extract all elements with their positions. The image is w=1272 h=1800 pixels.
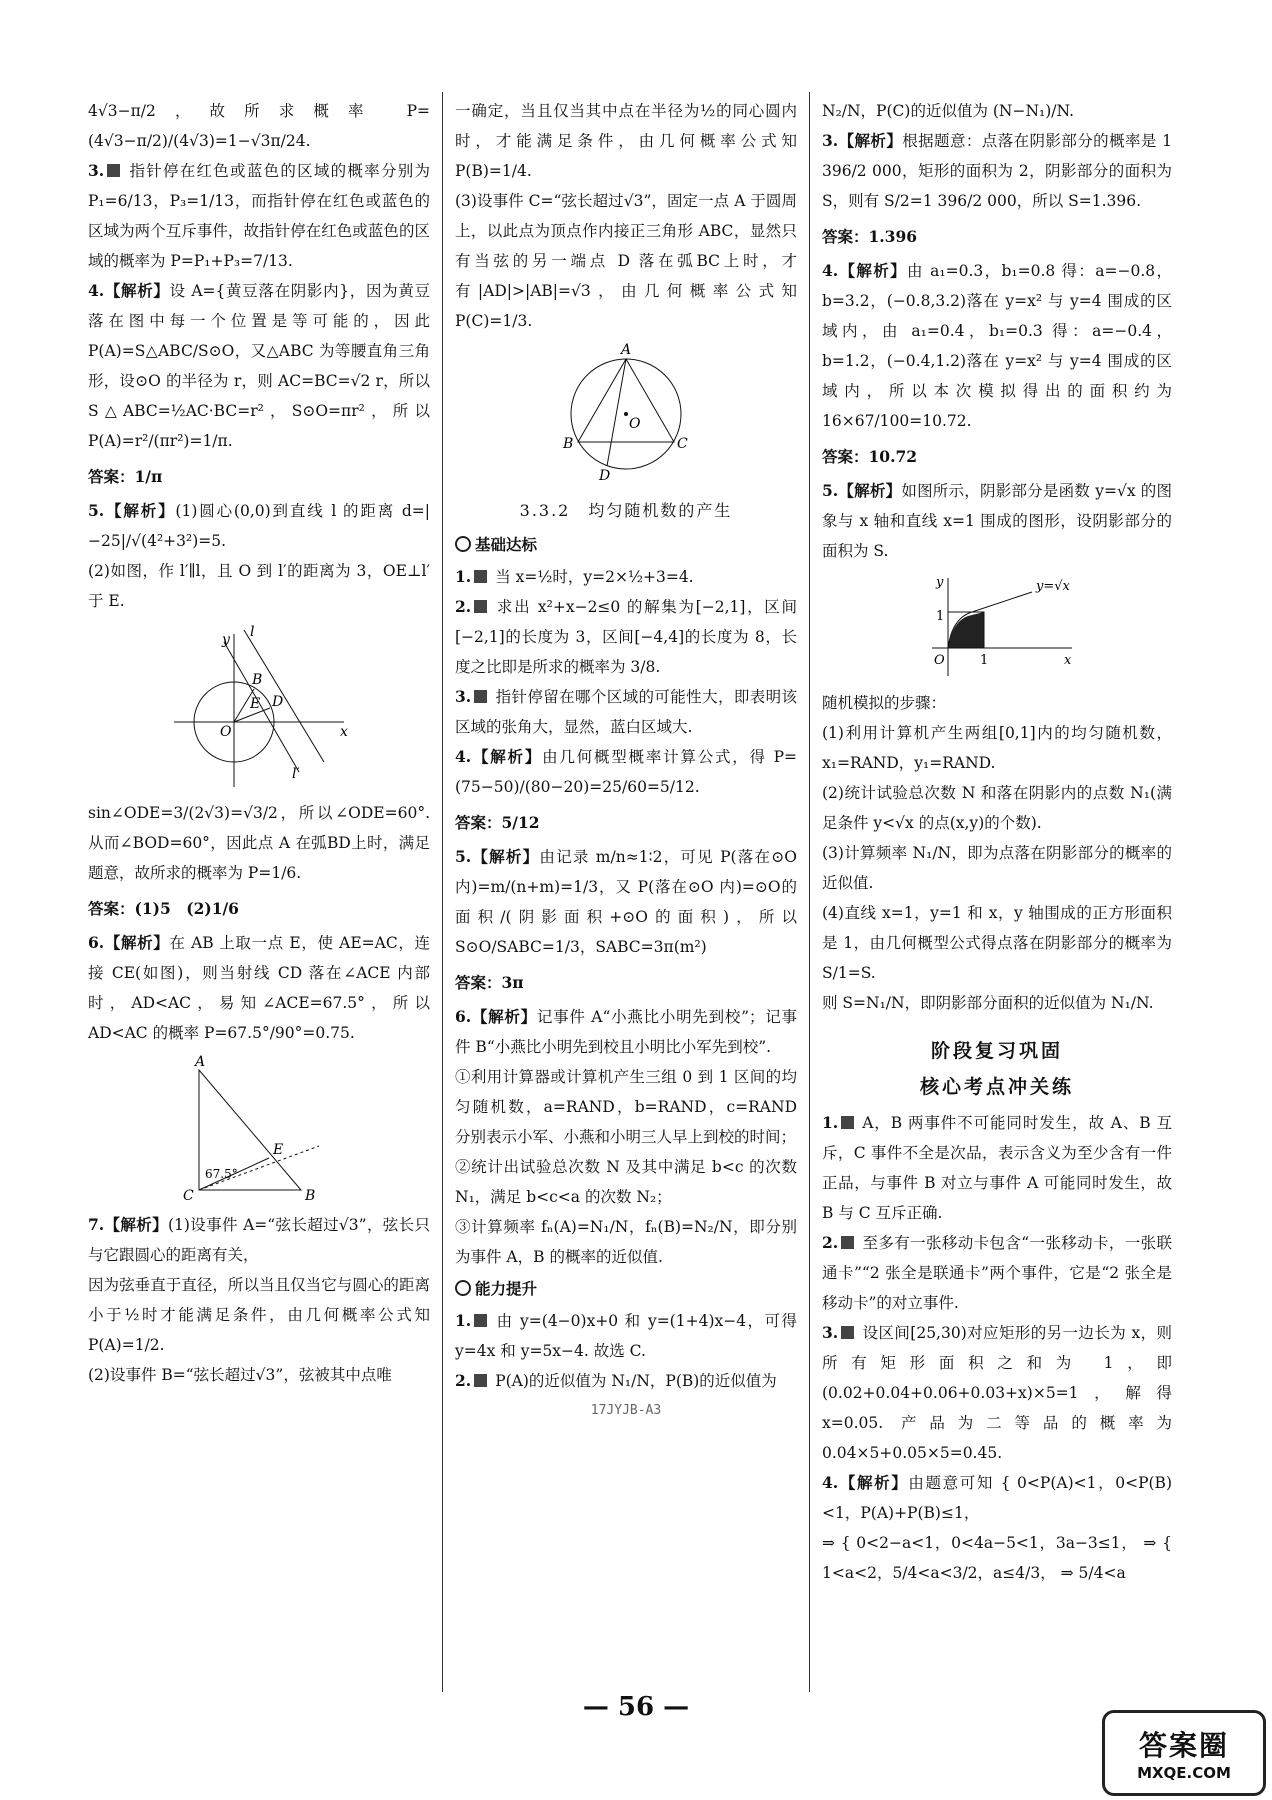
- shaded-region: [948, 612, 984, 648]
- question-6: 6.【解析】在 AB 上取一点 E，使 AE=AC，连接 CE(如图)，则当射线 CD 落在∠ACE 内部时，AD<AC，易知∠ACE=67.5°，所以 AD<AC 的概率 P=67.5°/90°=0.75.: [88, 933, 431, 1042]
- column-right: [822, 96, 1172, 1588]
- answer-marker-icon: [474, 1374, 487, 1387]
- label-b: B: [563, 436, 574, 452]
- label-c: C: [677, 436, 688, 452]
- answer-marker-icon: [474, 600, 487, 613]
- text-paragraph: N₂/N，P(C)的近似值为 (N−N₁)/N.: [822, 102, 1075, 120]
- watermark-brand: 答案圈: [1138, 1729, 1229, 1762]
- label-x: x: [1064, 653, 1072, 668]
- text-paragraph: (3)计算频率 N₁/N，即为点落在阴影部分的概率的近似值.: [822, 844, 1172, 892]
- question-1: 1. A，B 两事件不可能同时发生，故 A、B 互斥，C 事件不全是次品，表示含义为至少含有一件正品，与事件 B 对立与事件 A 可能同时发生，故 B 与 C 互斥正确.: [822, 1113, 1172, 1222]
- label-a: A: [195, 1054, 206, 1070]
- label-one-x: 1: [980, 653, 989, 668]
- column-divider-2: [809, 92, 810, 1692]
- subsection-heading: 能力提升: [455, 1274, 797, 1304]
- answer-line: 答案：10.72: [822, 447, 918, 466]
- label-one-y: 1: [936, 609, 945, 624]
- inscribed-triangle-figure: [551, 342, 701, 482]
- question-4: 4.【解析】设 A={黄豆落在阴影内}，因为黄豆落在图中每一个位置是等可能的，因此 P(A)=S△ABC/S⊙O，又△ABC 为等腰直角三角形，设⊙O 的半径为 r，则 AC=BC=√2 r，所以 S△ABC=½AC·BC=r²，S⊙O=πr²，所以 P(A)=r²/(πr²)=1/π.: [88, 281, 430, 450]
- answer-marker-icon: [474, 1314, 487, 1327]
- question-3: 3. 指针停在红色或蓝色的区域的概率分别为 P₁=6/13，P₃=1/13，而指针停在红色或蓝色的区域为两个互斥事件，故指针停在红色或蓝色的区域的概率为 P=P₁+P₃=7/13.: [88, 161, 430, 270]
- label-e: E: [273, 1142, 284, 1158]
- label-b: B: [305, 1188, 316, 1204]
- column-divider-1: [442, 92, 443, 1692]
- line-l-prime: [224, 642, 299, 772]
- question-3: 3. 设区间[25,30)对应矩形的另一边长为 x，则所有矩形面积之和为 1，即(0.02+0.04+0.06+0.03+x)×5=1，解得 x=0.05. 产品为二等品的概率为 0.04×5+0.05×5=0.45.: [822, 1323, 1172, 1462]
- question-4: 4.【解析】由 a₁=0.3，b₁=0.8 得：a=−0.8，b=3.2，(−0.8,3.2)落在 y=x² 与 y=4 围成的区域内，由 a₁=0.4，b₁=0.3 得：a=−0.4，b=1.2，(−0.4,1.2)落在 y=x² 与 y=4 围成的区域内，所以本次模拟得出的面积约为 16×67/100=10.72.: [822, 261, 1172, 430]
- question-2: 2. P(A)的近似值为 N₁/N，P(B)的近似值为: [455, 1371, 777, 1390]
- text-paragraph: ①利用计算器或计算机产生三组 0 到 1 区间的均匀随机数，a=RAND，b=RAND，c=RAND 分别表示小军、小燕和小明三人早上到校的时间；: [455, 1068, 797, 1146]
- center-point: [624, 412, 628, 416]
- chapter-subheading: 核心考点冲关练: [919, 1076, 1074, 1098]
- question-1: 1. 由 y=(4−0)x+0 和 y=(1+4)x−4，可得 y=4x 和 y=5x−4. 故选 C.: [455, 1311, 797, 1360]
- label-l: l: [250, 624, 255, 640]
- text-paragraph: (2)设事件 B=“弦长超过√3”，弦被其中点唯: [88, 1366, 392, 1384]
- right-triangle-figure: [169, 1054, 349, 1204]
- triangle-abc: [578, 359, 674, 442]
- label-a: A: [621, 342, 632, 358]
- label-e: E: [250, 696, 261, 712]
- text-paragraph: sin∠ODE=3/(2√3)=√3/2，所以∠ODE=60°. 从而∠BOD=60°，因此点 A 在弧BD上时，满足题意，故所求的概率为 P=1/6.: [88, 804, 430, 882]
- text-paragraph: 4√3−π/2，故所求概率 P=(4√3−π/2)/(4√3)=1−√3π/24.: [88, 102, 430, 150]
- column-left: [88, 96, 430, 1390]
- text-paragraph: 则 S=N₁/N，即阴影部分面积的近似值为 N₁/N.: [822, 994, 1154, 1012]
- stamp-code: 17JYJB-A3: [590, 1403, 662, 1418]
- question-3: 3. 指针停留在哪个区域的可能性大，即表明该区域的张角大，显然，蓝白区域大.: [455, 687, 797, 736]
- subsection-heading: 基础达标: [455, 530, 797, 560]
- text-paragraph: ②统计出试验总次数 N 及其中满足 b<c 的次数 N₁，满足 b<c<a 的次数 N₂；: [455, 1158, 797, 1206]
- page-number: — 56 —: [582, 1692, 690, 1722]
- text-paragraph: 随机模拟的步骤：: [822, 694, 947, 712]
- text-paragraph: ⇒ { 0<2−a<1，0<4a−5<1，3a−3≤1， ⇒ { 1<a<2，5/4<a<3/2，a≤4/3， ⇒ 5/4<a: [822, 1534, 1172, 1582]
- question-2: 2. 求出 x²+x−2≤0 的解集为[−2,1]，区间[−2,1]的长度为 3，区间[−4,4]的长度为 8，长度之比即是所求的概率为 3/8.: [455, 597, 797, 676]
- question-6: 6.【解析】记事件 A“小燕比小明先到校”；记事件 B“小燕比小明先到校且小明比小军先到校”.: [455, 1007, 797, 1056]
- question-5: 5.【解析】(1)圆心(0,0)到直线 l 的距离 d=|−25|/√(4²+3²)=5.: [88, 501, 430, 550]
- question-2: 2. 至多有一张移动卡包含“一张移动卡，一张联通卡”“2 张全是联通卡”两个事件，它是“2 张全是移动卡”的对立事件.: [822, 1233, 1172, 1312]
- text-paragraph: ③计算频率 fₙ(A)=N₁/N，fₙ(B)=N₂/N，即分别为事件 A，B 的概率的近似值.: [455, 1218, 797, 1266]
- circle-tangent-figure: [164, 622, 354, 792]
- watermark-url: MXQE.COM: [1137, 1764, 1231, 1782]
- answer-marker-icon: [474, 570, 487, 583]
- label-o: O: [629, 416, 641, 432]
- answer-marker-icon: [841, 1326, 854, 1339]
- label-c: C: [183, 1188, 194, 1204]
- text-paragraph: 一确定，当且仅当其中点在半径为½的同心圆内时，才能满足条件，由几何概率公式知 P(B)=1/4.: [455, 102, 797, 180]
- text-paragraph: (3)设事件 C=“弦长超过√3”，固定一点 A 于圆周上，以此点为顶点作内接正三角形 ABC，显然只有当弦的另一端点 D 落在弧BC上时，才有|AD|>|AB|=√3，由几何概率公式知 P(C)=1/3.: [455, 192, 797, 330]
- label-y: y: [936, 575, 944, 590]
- label-y: y: [222, 632, 230, 648]
- text-paragraph: (2)如图，作 l′∥l，且 O 到 l′的距离为 3，OE⊥l′于 E.: [88, 562, 430, 610]
- text-paragraph: 因为弦垂直于直径，所以当且仅当它与圆心的距离小于½时才能满足条件，由几何概率公式知 P(A)=1/2.: [88, 1276, 430, 1354]
- label-angle: 67.5°: [205, 1167, 238, 1181]
- answer-line: 答案：(1)5 (2)1/6: [88, 899, 239, 918]
- answer-marker-icon: [107, 164, 120, 177]
- answer-marker-icon: [841, 1116, 854, 1129]
- answer-marker-icon: [841, 1236, 854, 1249]
- label-l-prime: l′: [292, 766, 300, 782]
- label-d: D: [272, 694, 284, 710]
- answer-line: 答案：1.396: [822, 227, 918, 246]
- label-curve: y=√x: [1036, 579, 1070, 594]
- question-1: 1. 当 x=½时，y=2×½+3=4.: [455, 567, 694, 586]
- text-paragraph: (2)统计试验总次数 N 和落在阴影内的点数 N₁(满足条件 y<√x 的点(x,y)的个数).: [822, 784, 1172, 832]
- section-title: 3.3.2 均匀随机数的产生: [519, 501, 733, 520]
- question-5: 5.【解析】如图所示，阴影部分是函数 y=√x 的图象与 x 轴和直线 x=1 围成的图形，设阴影部分的面积为 S.: [822, 481, 1173, 560]
- answer-line: 答案：1/π: [88, 467, 163, 486]
- answer-line: 答案：3π: [455, 973, 524, 992]
- label-x: x: [340, 724, 348, 740]
- label-b: B: [252, 672, 263, 688]
- text-paragraph: (4)直线 x=1，y=1 和 x，y 轴围成的正方形面积是 1，由几何概型公式得点落在阴影部分的概率为 S/1=S.: [822, 904, 1172, 982]
- column-middle: [455, 96, 797, 1426]
- circle-bullet-icon: [455, 1280, 471, 1296]
- circle-bullet-icon: [455, 536, 471, 552]
- label-o: O: [220, 724, 232, 740]
- sqrt-area-figure: [912, 572, 1082, 682]
- label-d: D: [599, 468, 611, 482]
- question-5: 5.【解析】由记录 m/n≈1∶2，可见 P(落在⊙O 内)=m/(n+m)=1/3，又 P(落在⊙O 内)=⊙O的面积/(阴影面积+⊙O的面积)，所以 S⊙O/SABC=1/3，SABC=3π(m²): [455, 847, 797, 956]
- text-paragraph: (1)利用计算机产生两组[0,1]内的均匀随机数，x₁=RAND，y₁=RAND.: [822, 724, 1172, 772]
- chapter-heading: 阶段复习巩固: [930, 1040, 1063, 1062]
- answer-line: 答案：5/12: [455, 813, 540, 832]
- question-3: 3.【解析】根据题意：点落在阴影部分的概率是 1 396/2 000，矩形的面积为 2，阴影部分的面积为 S，则有 S/2=1 396/2 000，所以 S=1.396.: [822, 131, 1172, 210]
- question-4: 4.【解析】由题意可知 { 0<P(A)<1，0<P(B)<1，P(A)+P(B)≤1，: [822, 1473, 1172, 1522]
- answer-marker-icon: [474, 690, 487, 703]
- label-o: O: [934, 653, 945, 668]
- question-7: 7.【解析】(1)设事件 A=“弦长超过√3”，弦长只与它跟圆心的距离有关，: [88, 1215, 430, 1264]
- watermark-logo: [1102, 1710, 1266, 1796]
- question-4: 4.【解析】由几何概型概率计算公式，得 P=(75−50)/(80−20)=25/60=5/12.: [455, 747, 797, 796]
